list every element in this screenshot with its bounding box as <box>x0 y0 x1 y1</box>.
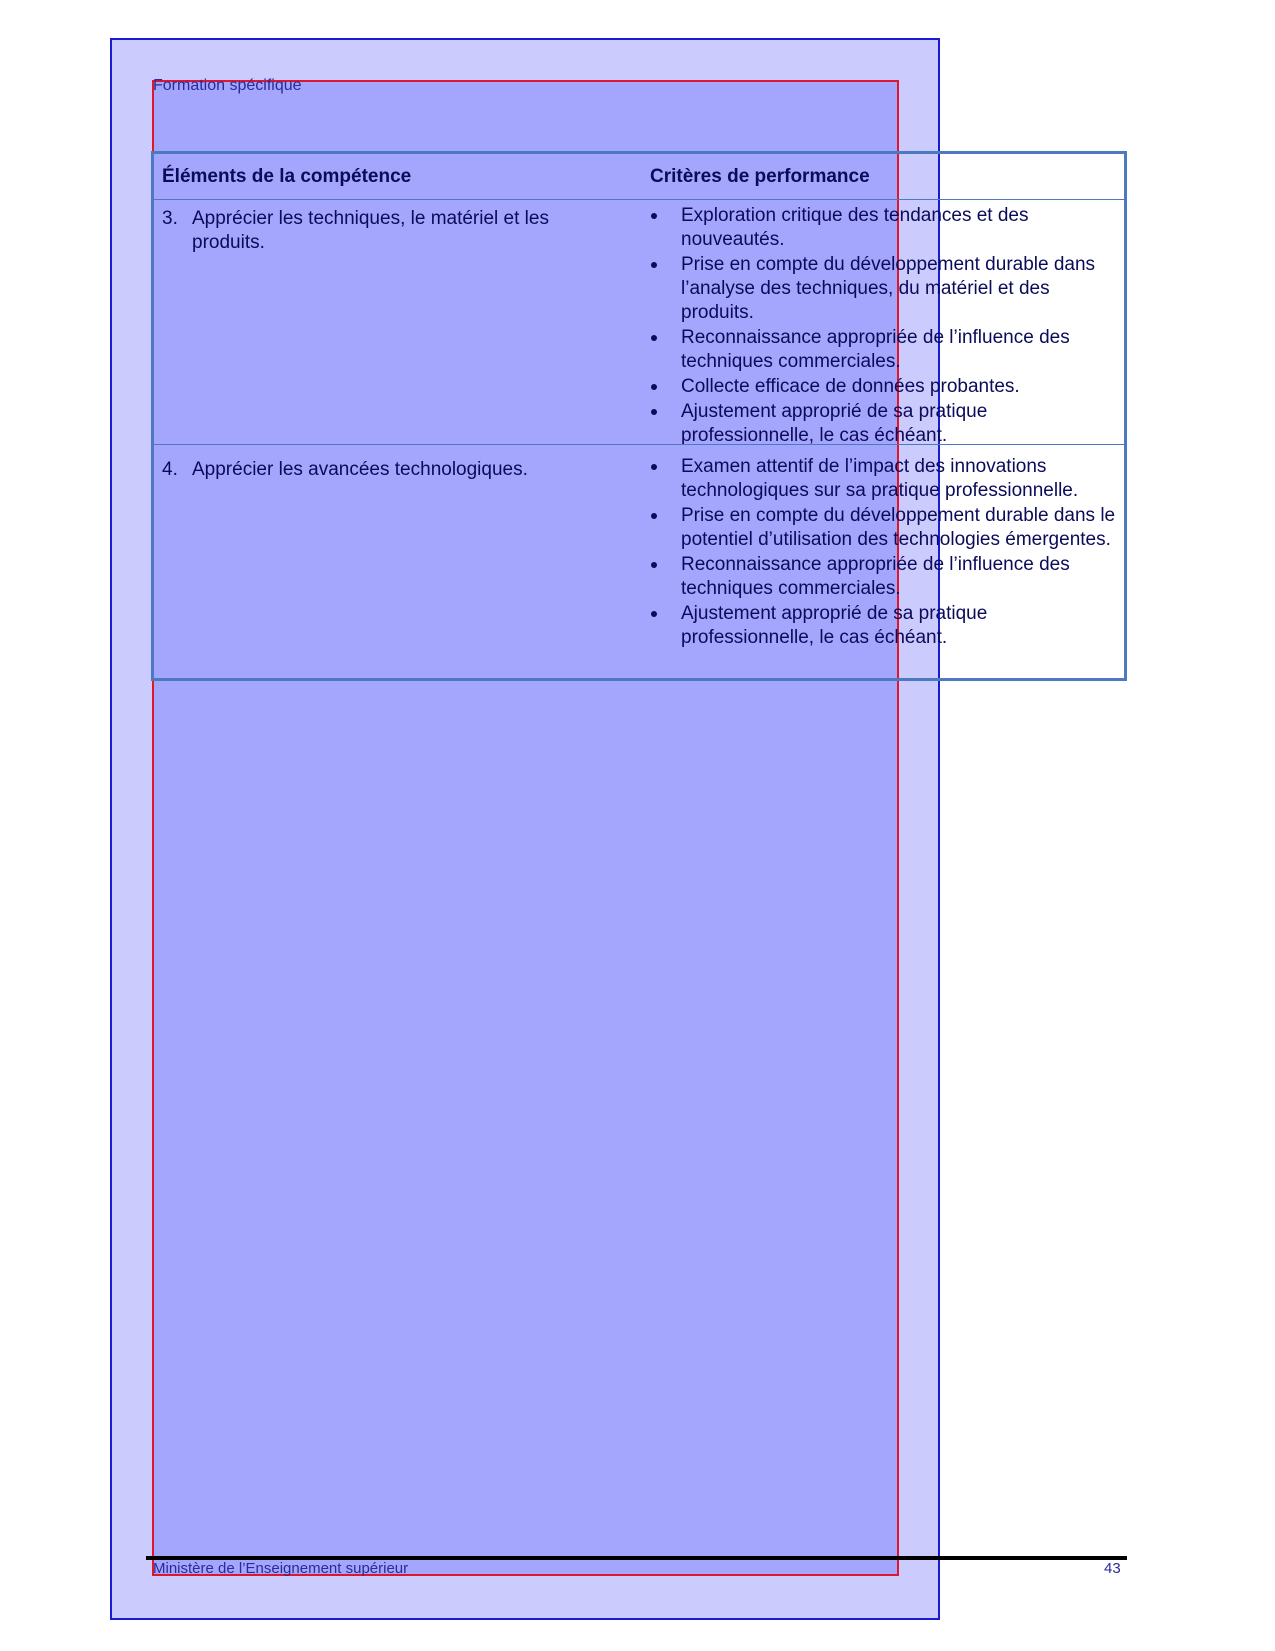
header-criteria: Critères de performance <box>650 166 870 187</box>
element-3 <box>162 207 612 255</box>
bullet-icon <box>651 335 657 341</box>
criterion-item <box>650 553 1120 601</box>
criterion-text: Examen attentif de l’impact des innovations technologiques sur sa pratique professionnelle. <box>681 456 1079 501</box>
criterion-text: Prise en compte du développement durable dans le potentiel d’utilisation des technologies émergentes. <box>681 505 1116 550</box>
criteria-list-3 <box>650 204 1120 449</box>
bullet-icon <box>651 213 657 219</box>
criterion-text: Ajustement approprié de sa pratique professionnelle, le cas échéant. <box>681 401 988 446</box>
criterion-text: Reconnaissance appropriée de l’influence des techniques commerciales. <box>681 554 1070 599</box>
criterion-item <box>650 204 1120 252</box>
element-text: Apprécier les avancées technologiques. <box>192 459 528 480</box>
criterion-item <box>650 455 1120 503</box>
bullet-icon <box>651 513 657 519</box>
criterion-text: Collecte efficace de données probantes. <box>681 376 1020 397</box>
criterion-item <box>650 504 1120 552</box>
element-text: Apprécier les techniques, le matériel et les produits. <box>192 208 549 253</box>
footer-publisher: Ministère de l’Enseignement supérieur <box>153 1560 409 1577</box>
criterion-item <box>650 400 1120 448</box>
row-divider <box>154 444 1124 445</box>
running-header: Formation spécifique <box>153 77 302 94</box>
table-header-row <box>154 154 1124 200</box>
bullet-icon <box>651 562 657 568</box>
criterion-text: Reconnaissance appropriée de l’influence des techniques commerciales. <box>681 327 1070 372</box>
criterion-item <box>650 326 1120 374</box>
criterion-text: Ajustement approprié de sa pratique professionnelle, le cas échéant. <box>681 603 988 648</box>
criterion-item <box>650 375 1120 399</box>
bullet-icon <box>651 611 657 617</box>
element-4 <box>162 458 612 482</box>
criterion-item <box>650 602 1120 650</box>
competence-table <box>151 151 1127 681</box>
criterion-item <box>650 253 1120 325</box>
page-number: 43 <box>1104 1560 1121 1577</box>
bullet-icon <box>651 384 657 390</box>
criterion-text: Exploration critique des tendances et des nouveautés. <box>681 205 1029 250</box>
header-elements: Éléments de la compétence <box>162 166 412 187</box>
bullet-icon <box>651 262 657 268</box>
criterion-text: Prise en compte du développement durable dans l’analyse des techniques, du matériel et des produits. <box>681 254 1096 323</box>
element-number: 3. <box>162 208 178 229</box>
element-number: 4. <box>162 459 178 480</box>
criteria-list-4 <box>650 455 1120 651</box>
bullet-icon <box>651 409 657 415</box>
bullet-icon <box>651 464 657 470</box>
